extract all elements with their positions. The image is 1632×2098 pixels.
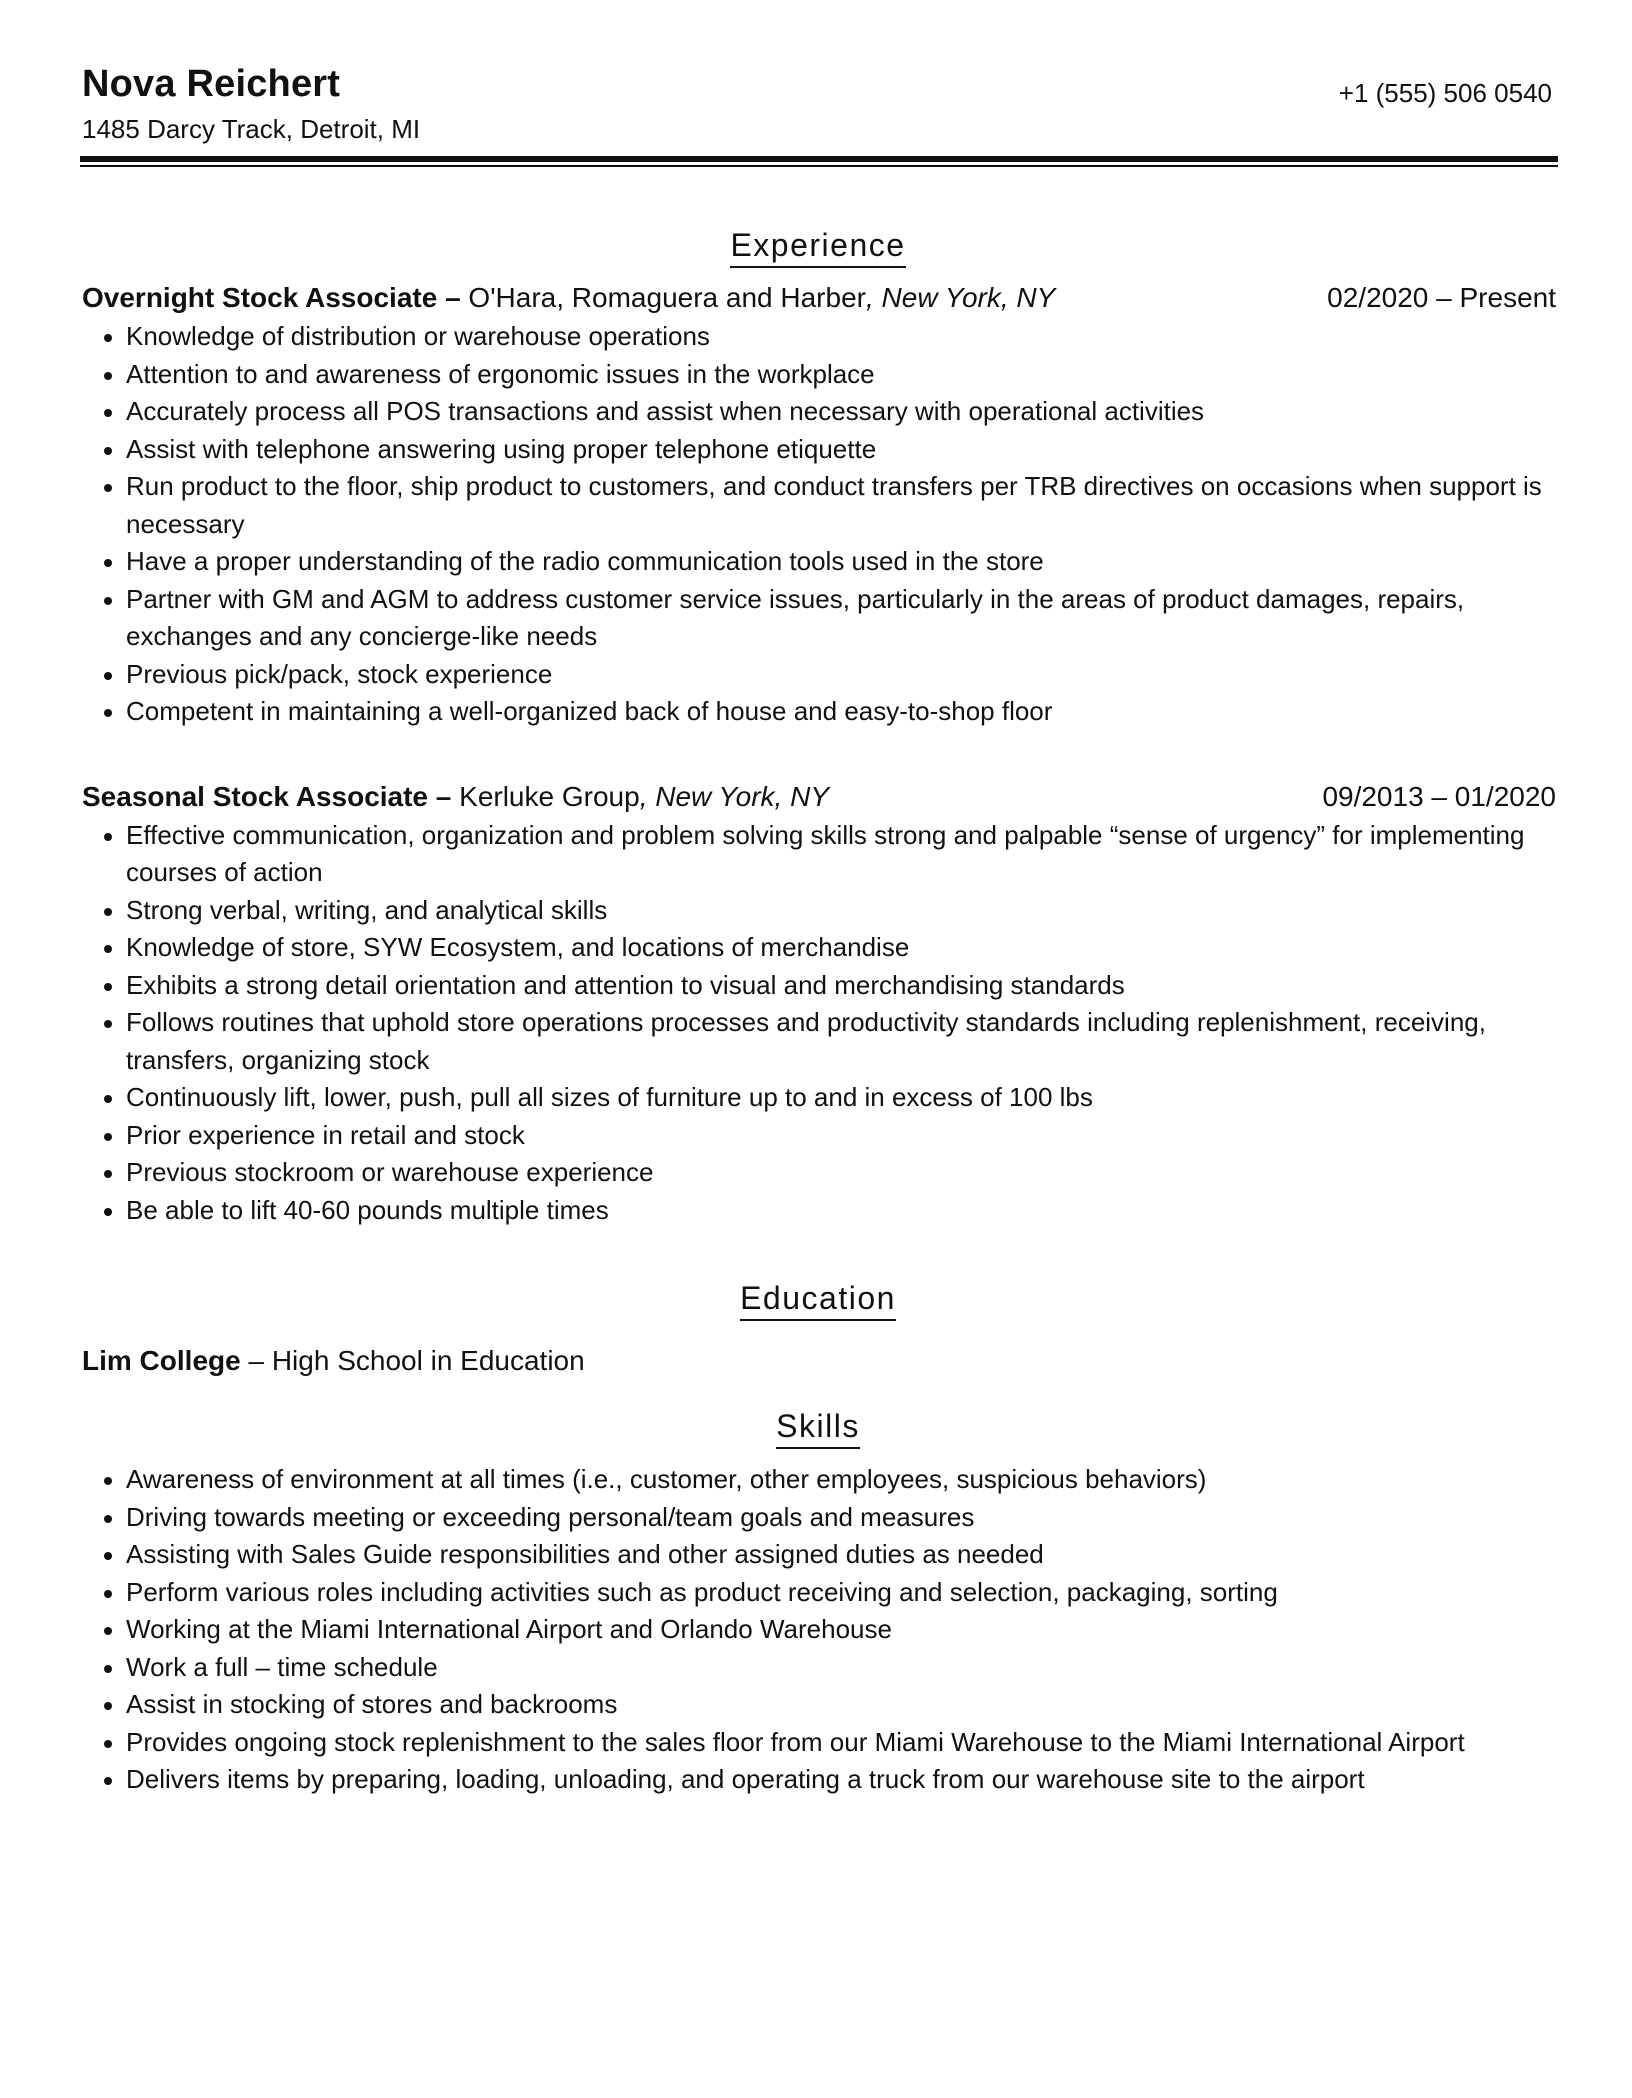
list-item: Strong verbal, writing, and analytical skills <box>80 892 1556 930</box>
experience-section-heading <box>80 226 1556 268</box>
section-title-experience: Experience <box>730 226 905 268</box>
list-item: Previous stockroom or warehouse experience <box>80 1154 1556 1192</box>
job-title: Overnight Stock Associate – <box>82 282 461 313</box>
list-item: Accurately process all POS transactions and assist when necessary with operational activities <box>80 393 1556 431</box>
skills-list <box>80 1461 1556 1799</box>
list-item: Have a proper understanding of the radio communication tools used in the store <box>80 543 1556 581</box>
job-location: , New York, NY <box>639 780 830 812</box>
education-school: Lim College <box>82 1345 241 1376</box>
education-degree: – High School in Education <box>240 1345 585 1376</box>
job-location: , New York, NY <box>865 282 1056 313</box>
experience-entry <box>80 278 1556 731</box>
list-item: Driving towards meeting or exceeding personal/team goals and measures <box>80 1499 1556 1537</box>
list-item: Assist with telephone answering using proper telephone etiquette <box>80 431 1556 469</box>
list-item: Knowledge of distribution or warehouse operations <box>80 318 1556 356</box>
list-item: Previous pick/pack, stock experience <box>80 656 1556 694</box>
list-item: Working at the Miami International Airport and Orlando Warehouse <box>80 1611 1556 1649</box>
candidate-name: Nova Reichert <box>82 63 341 105</box>
education-entry <box>80 1341 1556 1381</box>
education-section-heading <box>80 1279 1556 1321</box>
list-item: Effective communication, organization and problem solving skills strong and palpable “sense of urgency” for implementing courses of action <box>80 817 1556 892</box>
candidate-address: 1485 Darcy Track, Detroit, MI <box>82 114 421 144</box>
candidate-phone: +1 (555) 506 0540 <box>1338 78 1552 108</box>
section-title-skills: Skills <box>776 1407 860 1449</box>
list-item: Assist in stocking of stores and backrooms <box>80 1686 1556 1724</box>
list-item: Be able to lift 40-60 pounds multiple times <box>80 1192 1556 1230</box>
list-item: Continuously lift, lower, push, pull all sizes of furniture up to and in excess of 100 lbs <box>80 1079 1556 1117</box>
job-title: Seasonal Stock Associate – <box>82 780 452 812</box>
job-header <box>80 777 1556 817</box>
job-bullet-list <box>80 817 1556 1230</box>
list-item: Attention to and awareness of ergonomic issues in the workplace <box>80 356 1556 394</box>
section-title-education: Education <box>740 1279 896 1321</box>
job-dates: 02/2020 – Present <box>1327 282 1556 313</box>
job-heading <box>82 278 1055 318</box>
list-item: Perform various roles including activities such as product receiving and selection, packaging, sorting <box>80 1574 1556 1612</box>
list-item: Competent in maintaining a well-organized back of house and easy-to-shop floor <box>80 693 1556 731</box>
header-divider-thin <box>80 165 1558 167</box>
resume-page <box>80 0 1556 2098</box>
job-dates: 09/2013 – 01/2020 <box>1322 780 1556 812</box>
job-company: O'Hara, Romaguera and Harber <box>460 282 866 313</box>
list-item: Knowledge of store, SYW Ecosystem, and locations of merchandise <box>80 929 1556 967</box>
resume-header <box>80 0 1556 170</box>
experience-entry <box>80 777 1556 1230</box>
list-item: Provides ongoing stock replenishment to the sales floor from our Miami Warehouse to the Miami International Airport <box>80 1724 1556 1762</box>
list-item: Follows routines that uphold store operations processes and productivity standards including replenishment, receiving, transfers, organizing stock <box>80 1004 1556 1079</box>
list-item: Partner with GM and AGM to address customer service issues, particularly in the areas of product damages, repairs, exchanges and any concierge-like needs <box>80 581 1556 656</box>
list-item: Prior experience in retail and stock <box>80 1117 1556 1155</box>
list-item: Exhibits a strong detail orientation and attention to visual and merchandising standards <box>80 967 1556 1005</box>
list-item: Run product to the floor, ship product to customers, and conduct transfers per TRB directives on occasions when support is necessary <box>80 468 1556 543</box>
list-item: Work a full – time schedule <box>80 1649 1556 1687</box>
list-item: Delivers items by preparing, loading, unloading, and operating a truck from our warehouse site to the airport <box>80 1761 1556 1799</box>
job-header <box>80 278 1556 318</box>
skills-section-heading <box>80 1407 1556 1449</box>
job-company: Kerluke Group <box>451 780 640 812</box>
job-heading <box>82 777 829 817</box>
list-item: Assisting with Sales Guide responsibilities and other assigned duties as needed <box>80 1536 1556 1574</box>
header-divider-thick <box>80 156 1558 162</box>
list-item: Awareness of environment at all times (i.e., customer, other employees, suspicious behaviors) <box>80 1461 1556 1499</box>
job-bullet-list <box>80 318 1556 731</box>
